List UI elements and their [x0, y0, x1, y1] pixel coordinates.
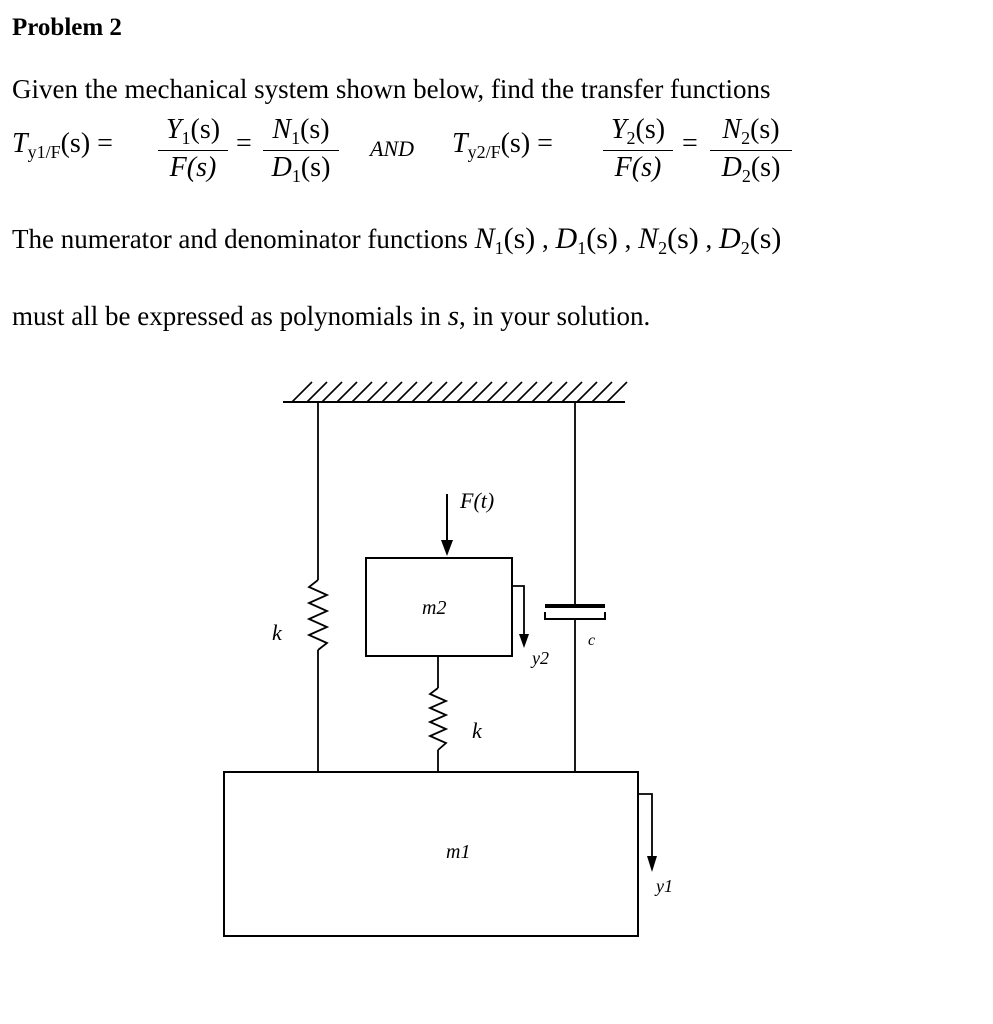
t2-lhs: $T_{y2/F}(s)$ = [452, 128, 553, 162]
mass-m2-label: m2 [422, 597, 447, 619]
left-spring [309, 402, 327, 772]
transfer-function-equations [0, 114, 993, 194]
and-label: AND [370, 136, 414, 161]
y1-label: y1 [656, 876, 673, 896]
equals-sign: = [236, 128, 252, 159]
mass-m1 [224, 772, 638, 936]
equals-sign-2: = [682, 128, 698, 159]
damper [545, 402, 605, 772]
damper-label: c [588, 632, 596, 649]
fraction-y2-over-f: $Y_2(s)$ F(s) [603, 114, 673, 184]
force-arrow [441, 494, 453, 556]
middle-spring-label: k [472, 718, 482, 743]
fraction-y1-over-f: $Y_1(s)$ F(s) [158, 114, 228, 184]
fraction-n1-over-d1: $N_1(s)$ $D_1(s)$ [263, 114, 339, 187]
ceiling [283, 382, 627, 402]
y2-label: y2 [532, 648, 549, 668]
y2-arrow [512, 586, 529, 648]
force-label: F(t) [460, 488, 495, 513]
t1-lhs: $T_{y1/F}(s)$ = [12, 128, 113, 162]
fraction-n2-over-d2: $N_2(s)$ $D_2(s)$ [710, 114, 792, 187]
mass-m1-label: m1 [446, 841, 471, 863]
intro-text: Given the mechanical system shown below, find the transfer functions [12, 74, 771, 104]
polynomial-sentence: must all be expressed as polynomials in s, in your solution. [12, 300, 651, 332]
mechanical-system-diagram [0, 360, 993, 960]
middle-spring [430, 656, 446, 772]
y1-arrow [638, 794, 657, 872]
left-spring-label: k [272, 620, 282, 645]
functions-sentence: The numerator and denominator functions $N_1(s)$ , $D_1(s)$ , $N_2(s)$ , $D_2(s)$ [12, 222, 782, 258]
problem-title: Problem 2 [12, 14, 122, 41]
